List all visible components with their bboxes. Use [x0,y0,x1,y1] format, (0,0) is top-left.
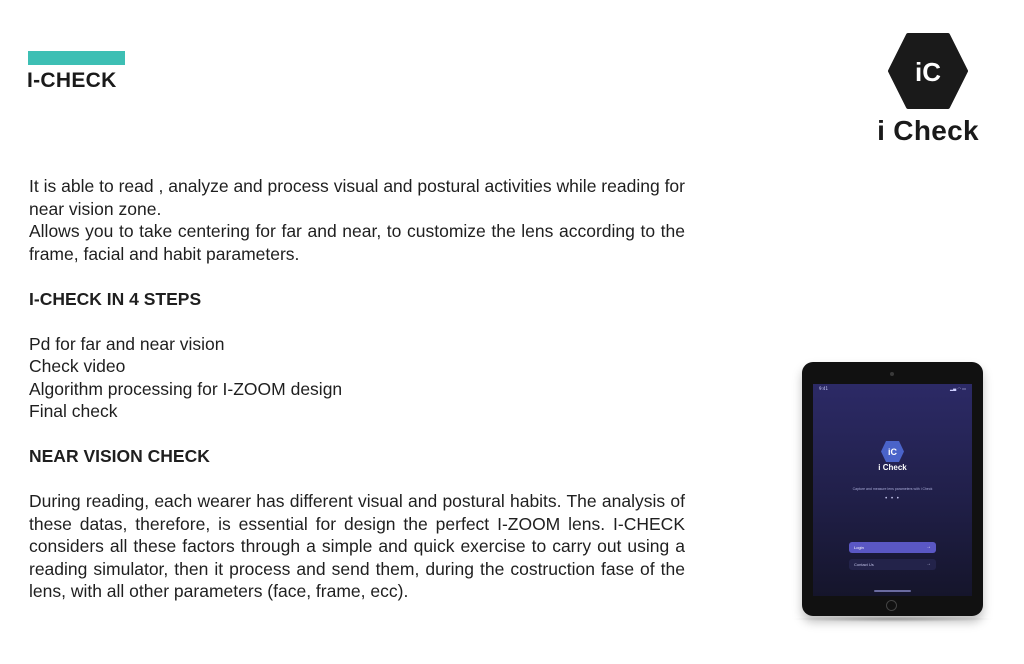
document-body [29,175,685,603]
logo-icon-text: iC [915,57,941,87]
home-indicator [874,590,911,592]
page-title: I-CHECK [27,69,117,92]
contact-button-label: Contact Us [854,562,874,567]
app-tagline: Capture and measure lens parameters with i Check [852,487,933,491]
title-accent-bar [28,51,125,65]
app-logo-text: iC [888,447,897,457]
list-item: Pd for far and near vision [29,333,225,354]
arrow-right-icon: → [926,544,931,550]
login-button[interactable] [849,542,936,553]
near-vision-paragraph: During reading, each wearer has different visual and postural habits. The analysis of these datas, therefore, is essential for design the perfect I-ZOOM lens. I-CHECK considers all these factors through a simple and quick exercise to carry out using a reading simulator, then it process and send them, during the costruction fase of the lens, with all other parameters (face, frame, ecc). [29,491,685,601]
list-item: Final check [29,401,118,421]
hexagon-logo-icon [888,33,968,109]
steps-heading: I-CHECK IN 4 STEPS [29,288,202,309]
intro-paragraph-1: It is able to read , analyze and process visual and postural activities while reading for near vision zone. [29,176,685,219]
camera-icon [890,372,894,376]
list-item: Algorithm processing for I-ZOOM design [29,378,343,399]
contact-button[interactable] [849,559,936,570]
tablet-shadow [790,616,995,622]
arrow-right-icon: → [926,561,931,567]
tablet-screen [813,384,972,596]
home-button [886,600,897,611]
app-logo-icon [880,440,905,463]
list-item: Check video [29,356,126,376]
pager-dots: • • • [885,496,900,502]
steps-list [29,333,685,423]
login-button-label: Login [854,545,864,550]
tablet-mockup [802,362,983,616]
brand-logo [872,33,984,147]
near-vision-heading: NEAR VISION CHECK [29,446,210,466]
intro-paragraph-2: Allows you to take centering for far and near, to customize the lens according to the frame, facial and habit parameters. [29,221,685,264]
app-name: i Check [878,463,907,472]
brand-name: i Check [877,115,979,146]
status-icons: ▂▄ ◠ ▭ [950,386,966,391]
status-time: 9:41 [819,386,828,391]
